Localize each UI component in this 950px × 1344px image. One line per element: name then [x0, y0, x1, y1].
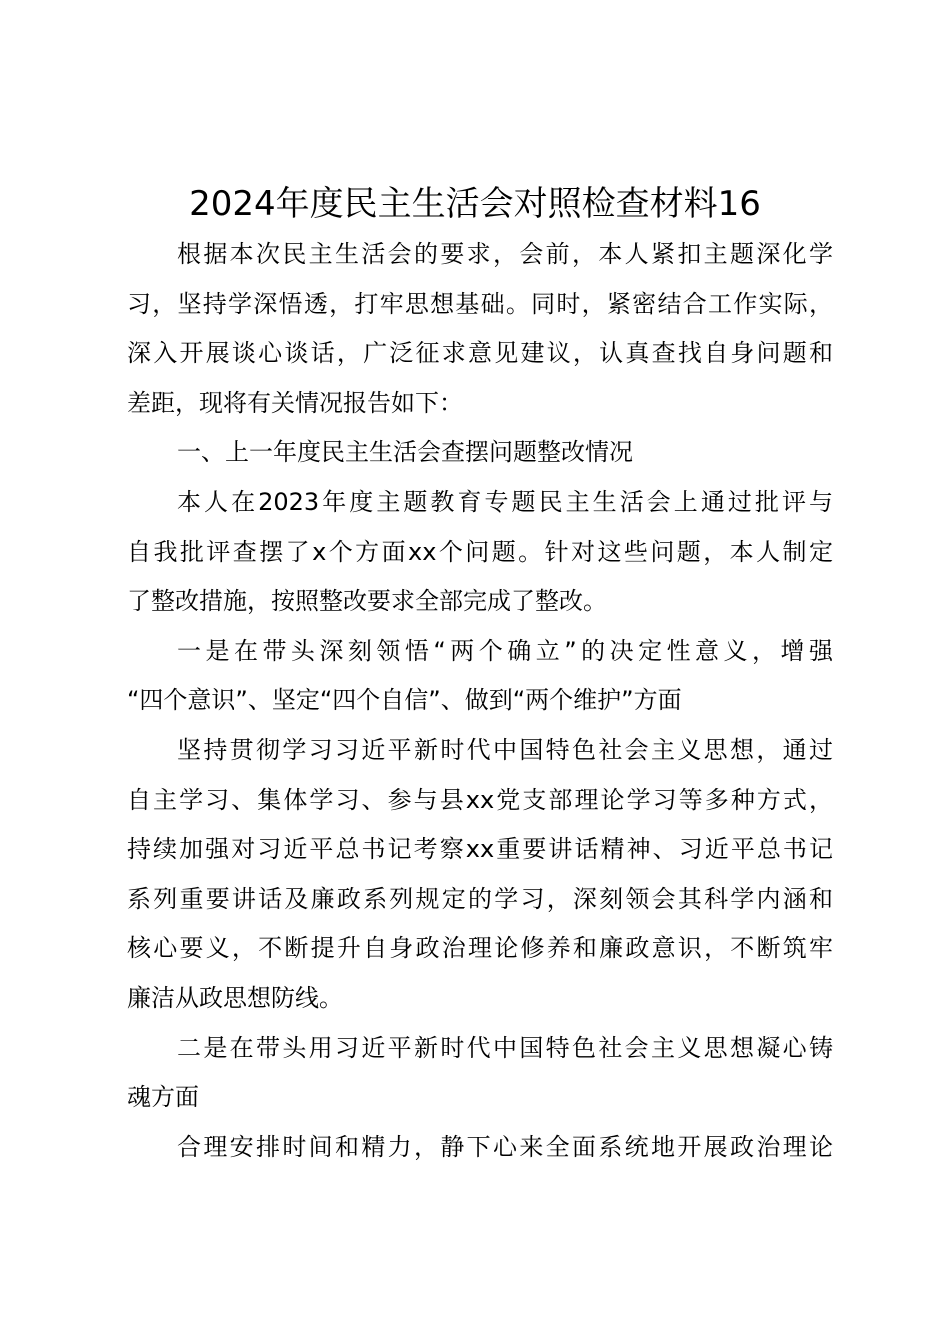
- body-line: 合理安排时间和精力，静下心来全面系统地开展政治理论: [177, 1132, 833, 1161]
- body-line: 习，坚持学深悟透，打牢思想基础。同时，紧密结合工作实际，: [127, 289, 833, 318]
- body-line: 本人在2023年度主题教育专题民主生活会上通过批评与: [177, 487, 833, 516]
- document-body: [127, 230, 833, 1172]
- body-line: 自我批评查摆了x个方面xx个问题。针对这些问题，本人制定: [127, 537, 833, 566]
- body-line: 深入开展谈心谈话，广泛征求意见建议，认真查找自身问题和: [127, 339, 833, 368]
- body-line: 持续加强对习近平总书记考察xx重要讲话精神、习近平总书记: [127, 835, 833, 864]
- body-line: 系列重要讲话及廉政系列规定的学习，深刻领会其科学内涵和: [127, 884, 833, 913]
- body-line: 根据本次民主生活会的要求，会前，本人紧扣主题深化学: [177, 240, 833, 268]
- body-line: 一、上一年度民主生活会查摆问题整改情况: [177, 438, 633, 467]
- body-line: 廉洁从政思想防线。: [127, 983, 343, 1012]
- body-line: 坚持贯彻学习习近平新时代中国特色社会主义思想，通过: [177, 735, 833, 764]
- body-line: 一是在带头深刻领悟“两个确立”的决定性意义，增强: [177, 636, 833, 665]
- body-line: 二是在带头用习近平新时代中国特色社会主义思想凝心铸: [177, 1033, 833, 1062]
- document-title: 2024年度民主生活会对照检查材料16: [189, 184, 761, 224]
- body-line: 自主学习、集体学习、参与县xx党支部理论学习等多种方式，: [127, 785, 833, 814]
- body-line: “四个意识”、坚定“四个自信”、做到“两个维护”方面: [127, 686, 682, 715]
- body-line: 差距，现将有关情况报告如下：: [127, 388, 463, 417]
- body-line: 了整改措施，按照整改要求全部完成了整改。: [127, 587, 607, 616]
- body-line: 核心要义，不断提升自身政治理论修养和廉政意识，不断筑牢: [127, 934, 833, 963]
- body-line: 魂方面: [127, 1083, 199, 1112]
